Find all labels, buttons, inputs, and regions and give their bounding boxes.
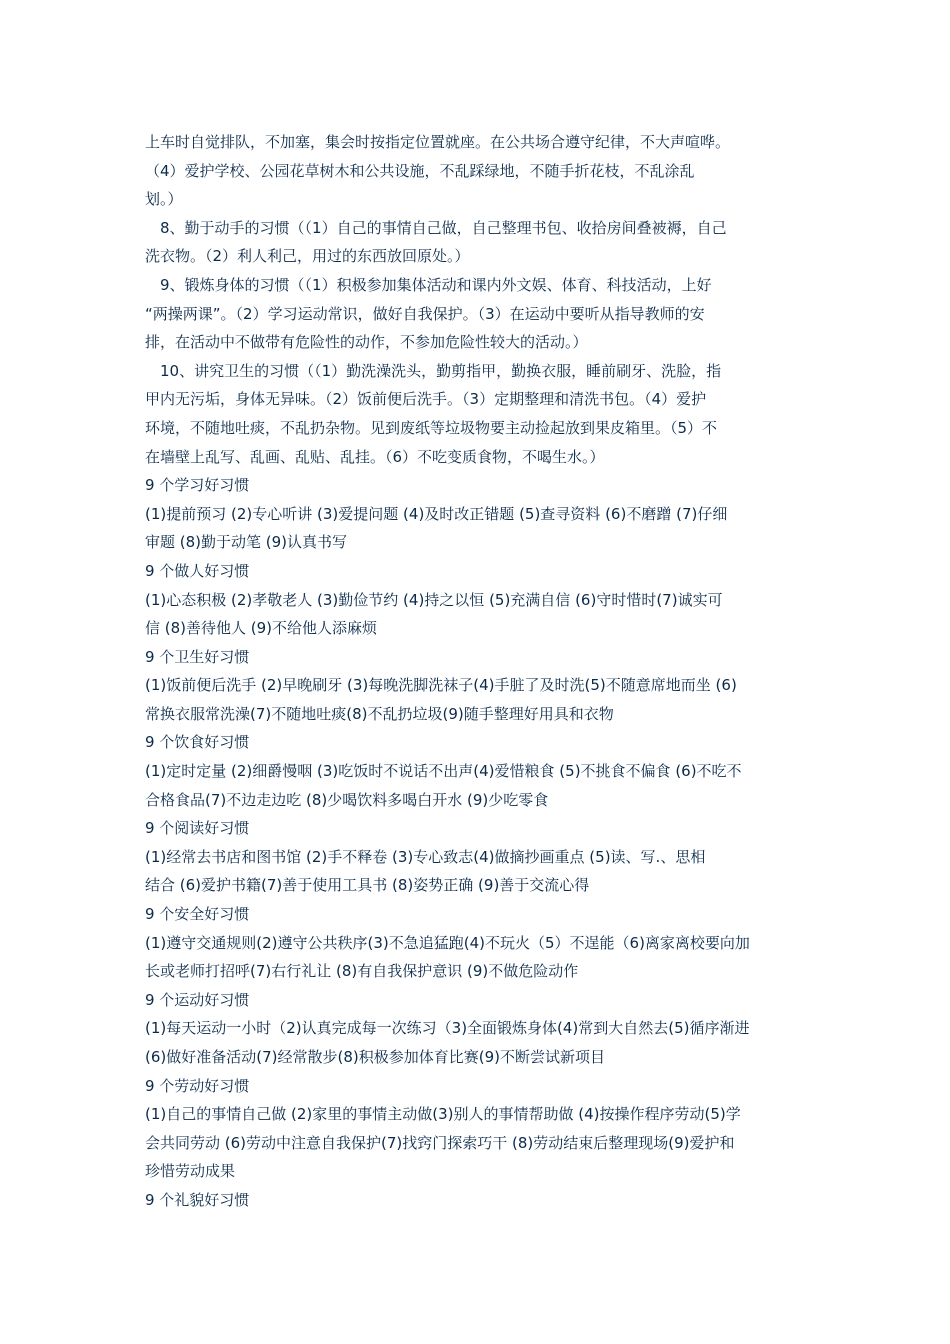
section-heading-conduct: 9 个做人好习惯: [145, 561, 250, 580]
text-line: （4）爱护学校、公园花草树木和公共设施，不乱踩绿地，不随手折花枝，不乱涂乱: [145, 161, 695, 180]
section-heading-study: 9 个学习好习惯: [145, 476, 250, 495]
text-line: (1)每天运动一小时（2)认真完成每一次练习（3)全面锻炼身体(4)常到大自然去(5)循序渐进: [145, 1019, 750, 1038]
text-line: (1)饭前便后洗手 (2)早晚刷牙 (3)每晚洗脚洗袜子(4)手脏了及时洗(5)不随意席地而坐 (6): [145, 676, 737, 695]
habit-item-10: 10、讲究卫生的习惯（（1）勤洗澡洗头，勤剪指甲，勤换衣服，睡前刷牙、洗脸，指: [160, 361, 722, 380]
text-line: 上车时自觉排队，不加塞，集会时按指定位置就座。在公共场合遵守纪律，不大声喧哗。: [145, 133, 731, 151]
text-line: “两操两课”。（2）学习运动常识，做好自我保护。（3）在运动中要听从指导教师的安: [145, 304, 705, 323]
text-line: (1)经常去书店和图书馆 (2)手不释卷 (3)专心致志(4)做摘抄画重点 (5)读、写.、思相: [145, 847, 706, 866]
text-line: 结合 (6)爱护书籍(7)善于使用工具书 (8)姿势正确 (9)善于交流心得: [145, 876, 590, 895]
text-line: (1)定时定量 (2)细爵慢咽 (3)吃饭时不说话不出声(4)爱惜粮食 (5)不挑食不偏食 (6)不吃不: [145, 762, 742, 781]
text-line: 合格食品(7)不边走边吃 (8)少喝饮料多喝白开水 (9)少吃零食: [145, 790, 549, 809]
document-body: [145, 128, 807, 1215]
section-heading-diet: 9 个饮食好习惯: [145, 733, 250, 752]
section-heading-safety: 9 个安全好习惯: [145, 905, 250, 924]
text-line: 甲内无污垢，身体无异味。（2）饭前便后洗手。（3）定期整理和清洗书包。（4）爱护: [145, 390, 707, 409]
text-line: 常换衣服常洗澡(7)不随地吐痰(8)不乱扔垃圾(9)随手整理好用具和衣物: [145, 704, 614, 723]
text-line: 长或老师打招呼(7)右行礼让 (8)有自我保护意识 (9)不做危险动作: [145, 962, 579, 981]
text-line: 会共同劳动 (6)劳动中注意自我保护(7)找窍门探索巧干 (8)劳动结束后整理现场(9)爱护和: [145, 1133, 735, 1152]
text-line: 珍惜劳动成果: [145, 1162, 236, 1181]
section-heading-labor: 9 个劳动好习惯: [145, 1076, 250, 1095]
text-line: 在墙壁上乱写、乱画、乱贴、乱挂。（6）不吃变质食物，不喝生水。）: [145, 447, 605, 466]
text-line: 环境，不随地吐痰，不乱扔杂物。见到废纸等垃圾物要主动捡起放到果皮箱里。（5）不: [145, 418, 718, 437]
section-heading-reading: 9 个阅读好习惯: [145, 819, 250, 838]
text-line: (1)提前预习 (2)专心听讲 (3)爱提问题 (4)及时改正错题 (5)查寻资料 (6)不磨蹭 (7)仔细: [145, 504, 728, 523]
text-line: 洗衣物。（2）利人利己，用过的东西放回原处。）: [145, 247, 470, 266]
section-heading-hygiene: 9 个卫生好习惯: [145, 647, 250, 666]
text-line: 划。）: [145, 190, 183, 209]
habit-item-8: 8、勤于动手的习惯（（1）自己的事情自己做，自己整理书包、收拾房间叠被褥，自己: [160, 218, 727, 237]
text-line: 信 (8)善待他人 (9)不给他人添麻烦: [145, 619, 378, 638]
text-line: (1)心态积极 (2)孝敬老人 (3)勤俭节约 (4)持之以恒 (5)充满自信 (6)守时惜时(7)诚实可: [145, 590, 723, 609]
text-line: (1)自己的事情自己做 (2)家里的事情主动做(3)别人的事情帮助做 (4)按操作程序劳动(5)学: [145, 1105, 741, 1124]
habit-item-9: 9、锻炼身体的习惯（（1）积极参加集体活动和课内外文娱、体育、科技活动，上好: [160, 275, 712, 294]
text-line: (6)做好准备活动(7)经常散步(8)积极参加体育比赛(9)不断尝试新项目: [145, 1048, 605, 1066]
text-line: (1)遵守交通规则(2)遵守公共秩序(3)不急追猛跑(4)不玩火（5）不逞能（6)离家离校要向加: [145, 933, 750, 952]
text-line: 审题 (8)勤于动笔 (9)认真书写: [145, 533, 348, 552]
section-heading-exercise: 9 个运动好习惯: [145, 990, 250, 1009]
section-heading-manners: 9 个礼貌好习惯: [145, 1190, 250, 1209]
text-line: 排，在活动中不做带有危险性的动作，不参加危险性较大的活动。）: [145, 333, 588, 352]
